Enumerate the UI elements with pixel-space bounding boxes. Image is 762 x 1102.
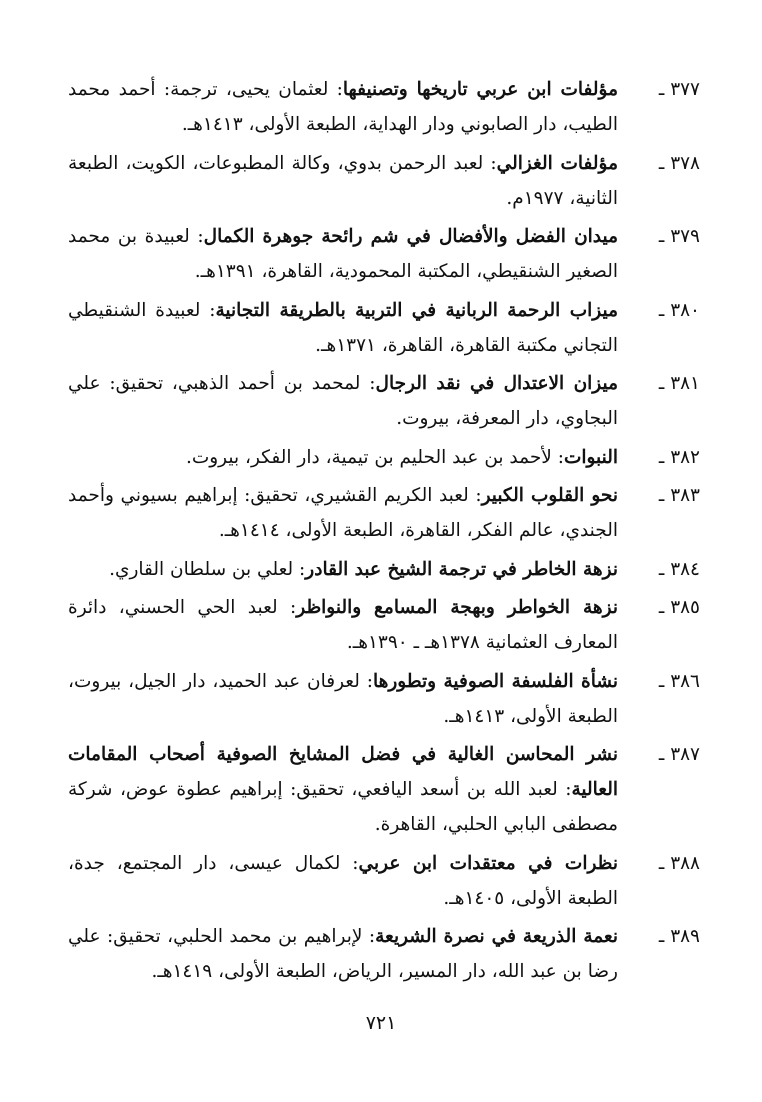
entry-number: ٣٨٤ ـ bbox=[658, 558, 700, 580]
bibliography-entry bbox=[68, 919, 700, 989]
entry-title: نظرات في معتقدات ابن عربي bbox=[358, 852, 618, 874]
bibliography-list bbox=[68, 72, 700, 993]
entry-details: : لإبراهيم بن محمد الحلبي، تحقيق: علي رضا بن عبد الله، دار المسير، الرياض، الطبعة الأولى، ١٤١٩هـ. bbox=[68, 926, 618, 982]
entry-details: : لعلي بن سلطان القاري. bbox=[109, 558, 306, 580]
bibliography-entry bbox=[68, 737, 700, 842]
bibliography-entry bbox=[68, 440, 700, 475]
entry-details: : لعرفان عبد الحميد، دار الجيل، بيروت، الطبعة الأولى، ١٤١٣هـ. bbox=[68, 670, 618, 727]
entry-details: : لعبيدة بن محمد الصغير الشنقيطي، المكتبة المحمودية، القاهرة، ١٣٩١هـ. bbox=[68, 226, 618, 282]
entry-number: ٣٨٢ ـ bbox=[658, 446, 700, 468]
bibliography-entry bbox=[68, 552, 700, 587]
entry-title: ميدان الفضل والأفضال في شم رائحة جوهرة الكمال bbox=[203, 226, 618, 247]
entry-title: ميزان الاعتدال في نقد الرجال bbox=[375, 373, 618, 394]
entry-number: ٣٨٠ ـ bbox=[658, 299, 700, 321]
entry-title: نحو القلوب الكبير bbox=[481, 485, 618, 506]
entry-number: ٣٧٨ ـ bbox=[658, 152, 700, 174]
entry-title: النبوات bbox=[563, 446, 618, 468]
entry-details: : لكمال عيسى، دار المجتمع، جدة، الطبعة الأولى، ١٤٠٥هـ. bbox=[68, 852, 618, 909]
entry-details: : لعبد الرحمن بدوي، وكالة المطبوعات، الكويت، الطبعة الثانية، ١٩٧٧م. bbox=[68, 152, 618, 209]
bibliography-entry bbox=[68, 478, 700, 548]
entry-details: : لعبد الحي الحسني، دائرة المعارف العثمانية ١٣٧٨هـ ـ ١٣٩٠هـ. bbox=[68, 597, 618, 653]
entry-details: : لأحمد بن عبد الحليم بن تيمية، دار الفكر، بيروت. bbox=[185, 446, 564, 468]
entry-title: نزهة الخاطر في ترجمة الشيخ عبد القادر bbox=[305, 558, 618, 580]
entry-title: ميزاب الرحمة الربانية في التربية بالطريقة التجانية bbox=[215, 299, 618, 321]
entry-number: ٣٨٣ ـ bbox=[658, 485, 700, 506]
entry-title: نشأة الفلسفة الصوفية وتطورها bbox=[372, 670, 618, 692]
entry-title: مؤلفات ابن عربي تاريخها وتصنيفها bbox=[342, 79, 618, 100]
bibliography-entry bbox=[68, 219, 700, 289]
entry-details: : لعبيدة الشنقيطي التجاني مكتبة القاهرة، القاهرة، ١٣٧١هـ. bbox=[68, 299, 618, 356]
entry-number: ٣٨١ ـ bbox=[658, 373, 700, 394]
entry-number: ٣٧٩ ـ bbox=[658, 226, 700, 247]
entry-details: : لعثمان يحيى، ترجمة: أحمد محمد الطيب، دار الصابوني ودار الهداية، الطبعة الأولى، ١٤١٣هـ. bbox=[68, 79, 618, 135]
bibliography-entry bbox=[68, 146, 700, 216]
page-number: ٧٢١ bbox=[365, 1012, 397, 1034]
entry-number: ٣٨٦ ـ bbox=[658, 670, 700, 692]
bibliography-entry bbox=[68, 293, 700, 363]
entry-details: : لمحمد بن أحمد الذهبي، تحقيق: علي البجاوي، دار المعرفة، بيروت. bbox=[68, 373, 618, 429]
entry-title: نزهة الخواطر وبهجة المسامع والنواظر bbox=[296, 597, 618, 618]
bibliography-entry bbox=[68, 846, 700, 916]
bibliography-entry bbox=[68, 664, 700, 734]
entry-number: ٣٨٧ ـ bbox=[658, 744, 700, 765]
entry-title: نشر المحاسن الغالية في فضل المشايخ الصوفية أصحاب المقامات العالية bbox=[68, 744, 618, 800]
bibliography-entry bbox=[68, 72, 700, 142]
entry-number: ٣٧٧ ـ bbox=[658, 79, 700, 100]
bibliography-entry bbox=[68, 366, 700, 436]
entry-details: : لعبد الله بن أسعد اليافعي، تحقيق: إبراهيم عطوة عوض، شركة مصطفى البابي الحلبي، القاهرة. bbox=[68, 779, 618, 835]
entry-number: ٣٨٥ ـ bbox=[658, 597, 700, 618]
bibliography-entry bbox=[68, 590, 700, 660]
entry-number: ٣٨٨ ـ bbox=[658, 852, 700, 874]
entry-title: مؤلفات الغزالي bbox=[496, 152, 618, 174]
entry-title: نعمة الذريعة في نصرة الشريعة bbox=[375, 926, 619, 947]
entry-details: : لعبد الكريم القشيري، تحقيق: إبراهيم بسيوني وأحمد الجندي، عالم الفكر، القاهرة، الطبعة الأولى، ١٤١٤هـ. bbox=[68, 485, 618, 541]
entry-number: ٣٨٩ ـ bbox=[658, 926, 700, 947]
